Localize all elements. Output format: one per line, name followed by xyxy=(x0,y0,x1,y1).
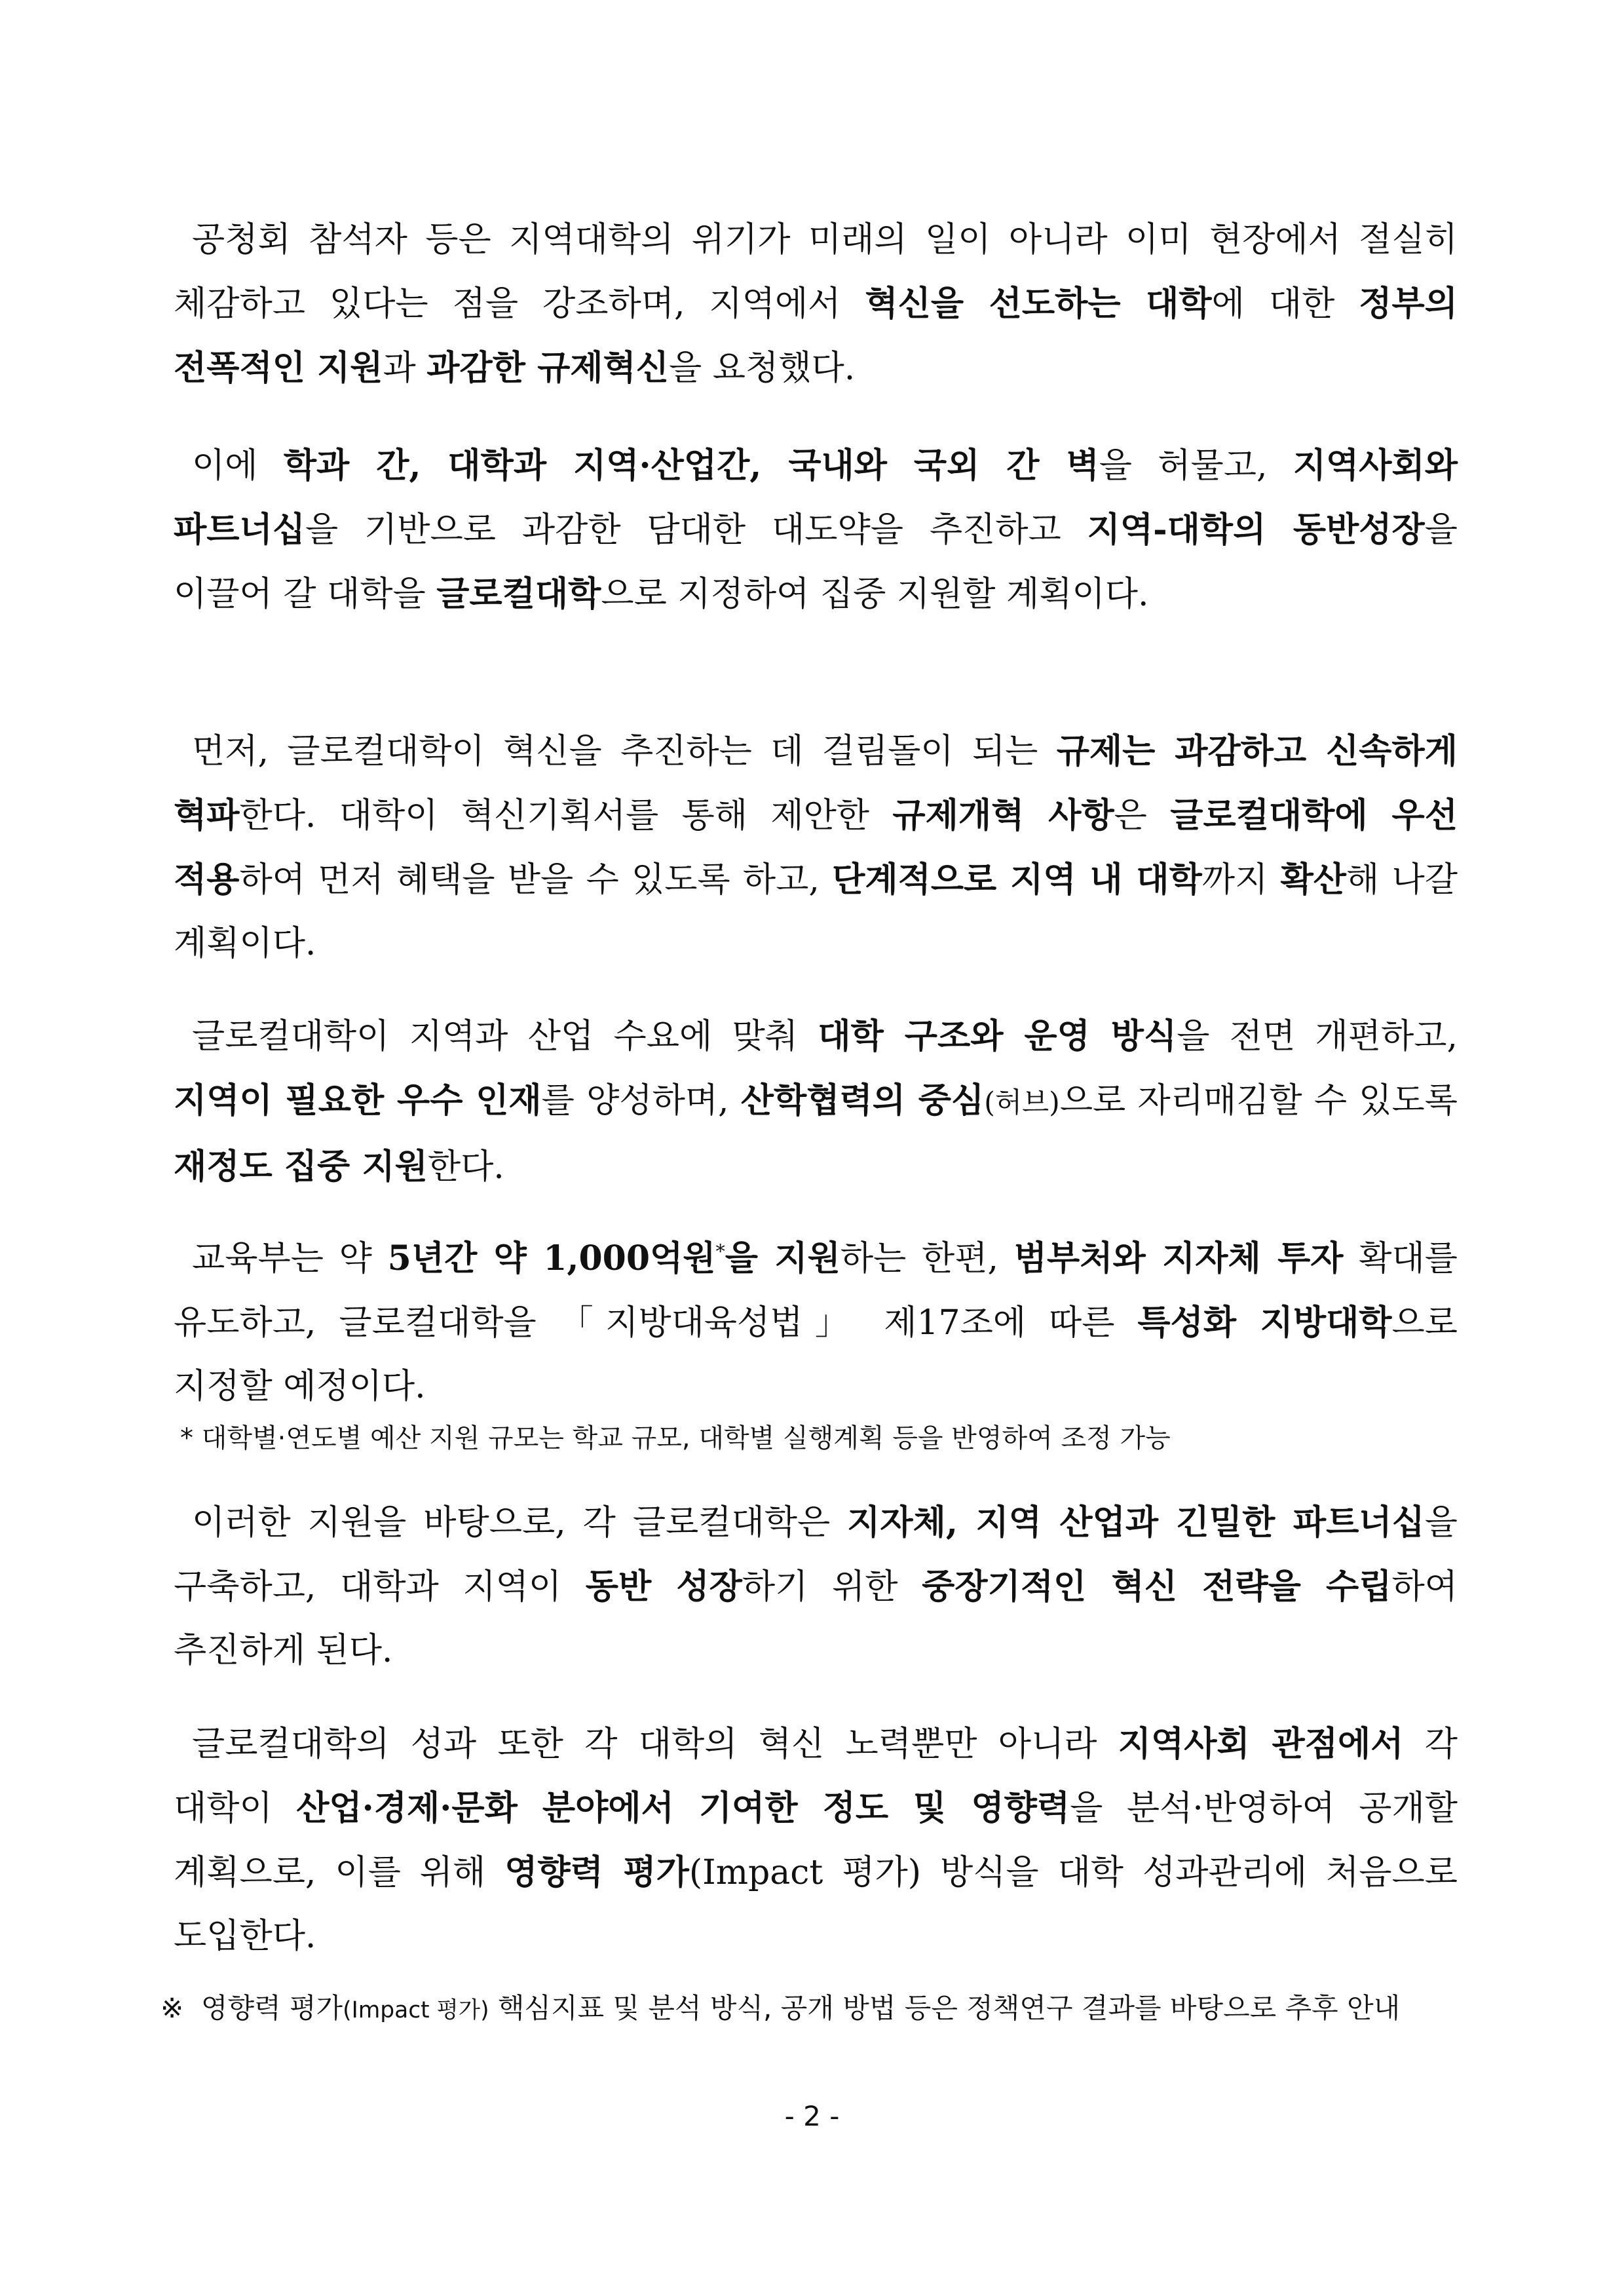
emphasis-text: 글로컬대학에 우선 적용 xyxy=(174,795,1458,900)
body-text: (Impact 평가) 방식을 대학 성과관리에 처음으로 도입한다. xyxy=(174,1853,1458,1956)
emphasis-text: 중장기적인 혁신 전략을 수립 xyxy=(922,1567,1392,1607)
body-text: 를 양성하며, xyxy=(541,1081,741,1120)
body-text: 글로컬대학이 지역과 산업 수요에 맞춰 xyxy=(192,1017,818,1056)
emphasis-text: 산학협력의 중심 xyxy=(740,1081,985,1120)
body-text: 이러한 지원을 바탕으로, 각 글로컬대학은 xyxy=(192,1503,848,1542)
emphasis-text: 학과 간, 대학과 지역·산업간, 국내와 국외 간 벽 xyxy=(283,446,1099,486)
body-text: 을 분석·반영하여 공개할 계획으로, 이를 위해 xyxy=(174,1789,1458,1892)
emphasis-text: 확산 xyxy=(1280,860,1347,900)
body-text: 한다. 대학이 혁신기획서를 통해 제안한 xyxy=(239,796,893,835)
note-mark: ※ xyxy=(161,1992,184,2024)
body-text: 한다. xyxy=(427,1147,504,1187)
body-text: 으로 지정하여 집중 지원할 계획이다. xyxy=(601,575,1149,614)
emphasis-text: 과감한 규제혁신 xyxy=(426,348,669,388)
emphasis-text: 규제개혁 사항 xyxy=(892,795,1114,835)
funding-footnote: * 대학별·연도별 예산 지원 규모는 학교 규모, 대학별 실행계획 등을 반영하여 조정 가능 xyxy=(180,1423,1171,1453)
emphasis-text: 5년간 약 1,000억원 xyxy=(387,1238,716,1278)
body-text: 각 대학이 xyxy=(174,1725,1458,1828)
body-text: 먼저, 글로컬대학이 혁신을 추진하는 데 걸림돌이 되는 xyxy=(192,732,1057,771)
paragraph-regulation-reform xyxy=(174,719,1458,976)
emphasis-text: 지역사회와 파트너십 xyxy=(174,446,1458,550)
page-number: - 2 - xyxy=(784,2100,840,2132)
emphasis-text: 정부의 전폭적인 지원 xyxy=(174,284,1458,388)
body-text: 을 전면 개편하고, xyxy=(1177,1017,1458,1056)
body-text: 을 요청했다. xyxy=(669,349,856,388)
paragraph-structure-reform xyxy=(174,1004,1458,1199)
body-text: 확대를 유도하고, 글로컬대학을 「지방대육성법」 제17조에 따른 xyxy=(174,1239,1458,1343)
body-text: 공청회 참석자 등은 지역대학의 위기가 미래의 일이 아니라 이미 현장에서 절실히 체감하고 있다는 점을 강조하며, 지역에서 xyxy=(174,220,1458,324)
note-lead: 영향력 평가 xyxy=(200,1992,343,2024)
body-text: 해 나갈 계획이다. xyxy=(174,860,1458,963)
emphasis-text: 지역사회 관점에서 xyxy=(1118,1724,1404,1764)
body-text: 하여 추진하게 된다. xyxy=(174,1567,1458,1670)
body-text: * xyxy=(715,1240,725,1263)
reference-note xyxy=(161,1987,1503,2032)
emphasis-text: 지역이 필요한 우수 인재 xyxy=(174,1081,542,1120)
body-text: 은 xyxy=(1114,796,1171,835)
body-text: 과 xyxy=(383,349,427,388)
emphasis-text: 범부처와 지자체 투자 xyxy=(1013,1238,1344,1278)
body-text: 에 대한 xyxy=(1211,284,1359,324)
emphasis-text: 동반 성장 xyxy=(585,1567,742,1607)
body-text: 하기 위한 xyxy=(742,1567,922,1607)
emphasis-text: 재정도 집중 지원 xyxy=(174,1147,428,1187)
body-text: 까지 xyxy=(1201,860,1281,900)
emphasis-text: 글로컬대학 xyxy=(436,574,601,614)
paragraph-public-hearing xyxy=(174,208,1458,400)
body-text: 을 기반으로 과감한 담대한 대도약을 추진하고 xyxy=(305,510,1087,550)
paragraph-funding xyxy=(174,1227,1458,1419)
emphasis-text: 대학 구조와 운영 방식 xyxy=(818,1016,1177,1056)
emphasis-text: 을 지원 xyxy=(725,1238,840,1278)
body-text: 교육부는 약 xyxy=(192,1239,388,1278)
emphasis-text: 영향력 평가 xyxy=(504,1852,689,1892)
emphasis-text: 산업·경제·문화 분야에서 기여한 정도 및 영향력 xyxy=(296,1788,1070,1828)
body-text: 을 허물고, xyxy=(1099,446,1293,486)
paragraph-glocal-plan xyxy=(174,434,1458,626)
paragraph-impact-evaluation xyxy=(174,1712,1458,1968)
emphasis-text: 특성화 지방대학 xyxy=(1137,1303,1392,1343)
body-text: 으로 자리매김할 수 있도록 xyxy=(1059,1081,1458,1120)
note-paren: (Impact 평가) xyxy=(343,1997,489,2023)
emphasis-text: 지역-대학의 동반성장 xyxy=(1087,510,1425,550)
body-text: 하는 한편, xyxy=(840,1239,1014,1278)
body-text: 으로 지정할 예정이다. xyxy=(174,1303,1458,1406)
emphasis-text: 단계적으로 지역 내 대학 xyxy=(832,860,1202,900)
body-text: 글로컬대학의 성과 또한 각 대학의 혁신 노력뿐만 아니라 xyxy=(192,1725,1118,1764)
body-text: (허브) xyxy=(984,1086,1060,1119)
body-text: 하여 먼저 혜택을 받을 수 있도록 하고, xyxy=(239,860,833,900)
emphasis-text: 규제는 과감하고 신속하게 혁파 xyxy=(174,731,1458,835)
emphasis-text: 혁신을 선도하는 대학 xyxy=(865,284,1212,324)
emphasis-text: 지자체, 지역 산업과 긴밀한 파트너십 xyxy=(847,1502,1425,1542)
note-rest: 핵심지표 및 분석 방식, 공개 방법 등은 정책연구 결과를 바탕으로 추후 안내 xyxy=(489,1992,1401,2024)
paragraph-partnership xyxy=(174,1491,1458,1683)
body-text: 을 구축하고, 대학과 지역이 xyxy=(174,1503,1458,1607)
body-text: 이에 xyxy=(192,446,284,486)
body-text: 을 이끌어 갈 대학을 xyxy=(174,510,1458,614)
